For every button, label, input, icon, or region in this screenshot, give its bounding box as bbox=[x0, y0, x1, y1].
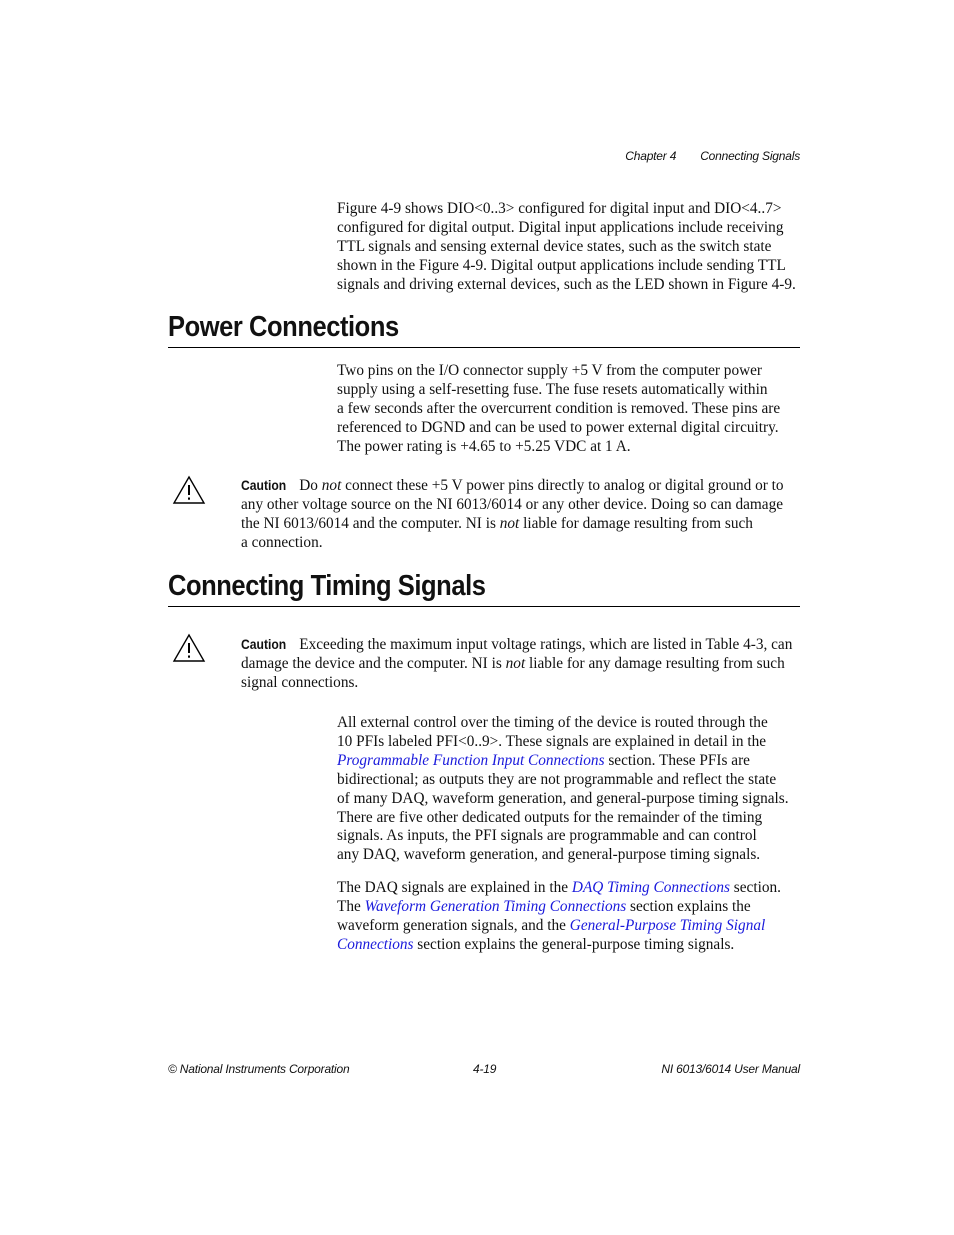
text-line: Figure 4-9 shows DIO<0..3> configured for digital input and DIO<4..7> bbox=[337, 200, 782, 217]
caution-text: the NI 6013/6014 and the computer. NI is bbox=[241, 514, 500, 532]
intro-paragraph bbox=[337, 200, 807, 295]
caution-text: Do bbox=[299, 477, 322, 494]
text-line: section explains the general-purpose timing signals. bbox=[413, 935, 735, 953]
text-line: The DAQ signals are explained in the bbox=[337, 879, 572, 896]
text-line: waveform generation signals, and the bbox=[337, 916, 570, 934]
footer-page-number: 4-19 bbox=[473, 1062, 497, 1076]
text-line: TTL signals and sensing external device states, such as the switch state bbox=[337, 237, 772, 255]
section-heading-text: Power Connections bbox=[168, 311, 399, 343]
caution-text: signal connections. bbox=[241, 673, 359, 691]
text-line: All external control over the timing of the device is routed through the bbox=[337, 714, 768, 731]
caution-label: Caution bbox=[241, 637, 287, 652]
caution-note-timing bbox=[241, 636, 811, 693]
header-section: Connecting Signals bbox=[700, 149, 800, 163]
emphasis-not: not bbox=[505, 654, 526, 672]
link-daq-timing-connections[interactable]: DAQ Timing Connections bbox=[571, 879, 730, 896]
text-line: signals and driving external devices, such as the LED shown in Figure 4-9. bbox=[337, 275, 796, 293]
caution-note-power bbox=[241, 477, 811, 553]
text-line: bidirectional; as outputs they are not programmable and reflect the state bbox=[337, 770, 777, 788]
power-paragraph bbox=[337, 362, 807, 457]
caution-text: damage the device and the computer. NI is bbox=[241, 654, 506, 672]
caution-text: liable for damage resulting from such bbox=[519, 514, 753, 532]
caution-text: any other voltage source on the NI 6013/6014 or any other device. Doing so can damage bbox=[241, 495, 784, 513]
text-line: section. bbox=[729, 879, 781, 896]
link-general-purpose-timing-signal-connections[interactable]: General-Purpose Timing Signal bbox=[569, 916, 766, 934]
section-heading-timing bbox=[168, 569, 800, 607]
link-waveform-generation-timing-connections[interactable]: Waveform Generation Timing Connections bbox=[364, 897, 627, 915]
text-line: There are five other dedicated outputs for the remainder of the timing bbox=[337, 808, 763, 826]
section-heading-power bbox=[168, 310, 800, 348]
text-line: Two pins on the I/O connector supply +5 V from the computer power bbox=[337, 362, 763, 379]
caution-text: liable for any damage resulting from such bbox=[525, 654, 785, 672]
text-line: configured for digital output. Digital input applications include receiving bbox=[337, 218, 784, 236]
caution-text: a connection. bbox=[241, 533, 323, 551]
text-line: The power rating is +4.65 to +5.25 VDC at 1 A. bbox=[337, 437, 631, 455]
text-line: 10 PFIs labeled PFI<0..9>. These signals are explained in detail in the bbox=[337, 732, 767, 750]
footer-manual-title: NI 6013/6014 User Manual bbox=[661, 1062, 800, 1076]
caution-label: Caution bbox=[241, 478, 287, 493]
text-line: signals. As inputs, the PFI signals are programmable and can control bbox=[337, 827, 757, 845]
header-chapter: Chapter 4 bbox=[625, 149, 677, 163]
caution-text: Exceeding the maximum input voltage ratings, which are listed in Table 4-3, can bbox=[299, 636, 793, 653]
text-line: a few seconds after the overcurrent condition is removed. These pins are bbox=[337, 399, 781, 417]
text-line: supply using a self-resetting fuse. The fuse resets automatically within bbox=[337, 380, 768, 398]
text-line: of many DAQ, waveform generation, and general-purpose timing signals. bbox=[337, 789, 789, 807]
text-line: section explains the bbox=[626, 897, 751, 915]
warning-triangle-icon bbox=[172, 633, 206, 663]
text-line: shown in the Figure 4-9. Digital output applications include sending TTL bbox=[337, 256, 786, 274]
link-general-purpose-timing-signal-connections-cont[interactable]: Connections bbox=[337, 935, 414, 953]
text-line: section. These PFIs are bbox=[604, 751, 750, 769]
link-programmable-function-input-connections[interactable]: Programmable Function Input Connections bbox=[337, 751, 605, 769]
running-header bbox=[625, 149, 800, 163]
caution-text: connect these +5 V power pins directly to analog or digital ground or to bbox=[341, 477, 784, 494]
text-line: The bbox=[337, 897, 365, 915]
footer-copyright: © National Instruments Corporation bbox=[168, 1062, 350, 1076]
text-line: referenced to DGND and can be used to power external digital circuitry. bbox=[337, 418, 779, 436]
emphasis-not: not bbox=[321, 477, 342, 494]
emphasis-not: not bbox=[499, 514, 520, 532]
section-heading-text: Connecting Timing Signals bbox=[168, 570, 486, 602]
warning-triangle-icon bbox=[172, 475, 206, 505]
text-line: any DAQ, waveform generation, and general-purpose timing signals. bbox=[337, 846, 761, 864]
timing-paragraph-2 bbox=[337, 879, 807, 955]
timing-paragraph-1 bbox=[337, 714, 807, 865]
